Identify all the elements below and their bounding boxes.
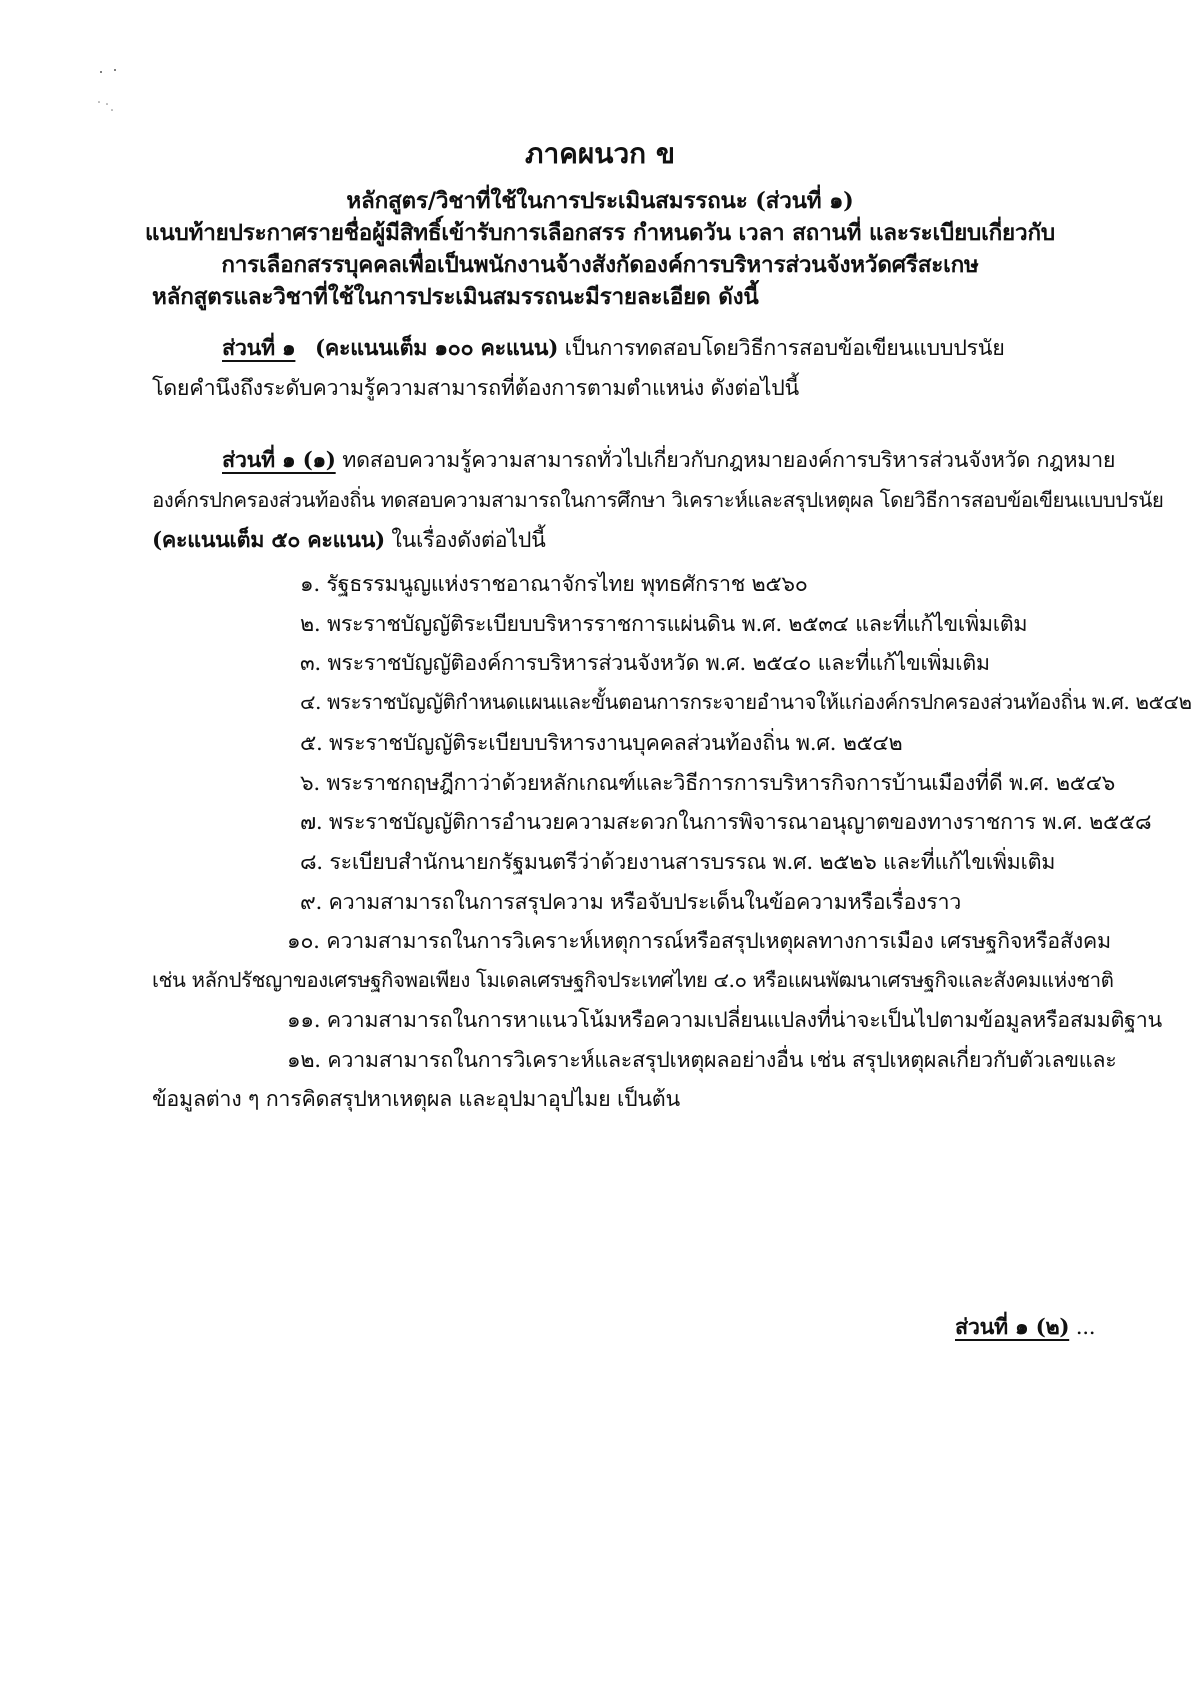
part1-1-score: (คะแนนเต็ม ๕๐ คะแนน): [152, 528, 385, 553]
list-item: ๑. รัฐธรรมนูญแห่งราชอาณาจักรไทย พุทธศักราช ๒๕๖๐: [300, 572, 808, 597]
part1-1-text-3: ในเรื่องดังต่อไปนี้: [391, 528, 546, 553]
list-item: ๘. ระเบียบสำนักนายกรัฐมนตรีว่าด้วยงานสารบรรณ พ.ศ. ๒๕๒๖ และที่แก้ไขเพิ่มเติม: [300, 850, 1056, 875]
part1-1-text-2: องค์กรปกครองส่วนท้องถิ่น ทดสอบความสามารถในการศึกษา วิเคราะห์และสรุปเหตุผล โดยวิธีการสอบข้อเขียนแบบปรนัย: [152, 488, 1164, 512]
continuation-label: ส่วนที่ ๑ (๒): [955, 1315, 1070, 1340]
list-item-10-line-2: เช่น หลักปรัชญาของเศรษฐกิจพอเพียง โมเดลเศรษฐกิจประเทศไทย ๔.๐ หรือแผนพัฒนาเศรษฐกิจและสังคมแห่งชาติ: [152, 968, 1114, 992]
scan-specks: [95, 62, 135, 122]
list-item-10-line-1: ๑๐. ความสามารถในการวิเคราะห์เหตุการณ์หรือสรุปเหตุผลทางการเมือง เศรษฐกิจหรือสังคม: [287, 929, 1111, 954]
header-line-3: การเลือกสรรบุคคลเพื่อเป็นพนักงานจ้างสังกัดองค์การบริหารส่วนจังหวัดศรีสะเกษ: [221, 252, 979, 278]
header-line-2: แนบท้ายประกาศรายชื่อผู้มีสิทธิ์เข้ารับการเลือกสรร กำหนดวัน เวลา สถานที่ และระเบียบเกี่ยวกับ: [145, 220, 1055, 246]
part1-1-label: ส่วนที่ ๑ (๑): [222, 448, 336, 473]
part1-1-text-1: ทดสอบความรู้ความสามารถทั่วไปเกี่ยวกับกฎหมายองค์การบริหารส่วนจังหวัด กฎหมาย: [342, 448, 1116, 473]
intro-line: หลักสูตรและวิชาที่ใช้ในการประเมินสมรรถนะมีรายละเอียด ดังนี้: [152, 284, 759, 310]
part1-score: (คะแนนเต็ม ๑๐๐ คะแนน): [315, 336, 559, 361]
list-item: ๕. พระราชบัญญัติระเบียบบริหารงานบุคคลส่วนท้องถิ่น พ.ศ. ๒๕๔๒: [300, 731, 903, 756]
part1-paragraph: [222, 331, 1005, 365]
part1-1-line3: [152, 523, 546, 557]
part1-label: ส่วนที่ ๑: [222, 336, 296, 361]
page-title: ภาคผนวก ข: [524, 137, 676, 170]
part1-text-1: เป็นการทดสอบโดยวิธีการสอบข้อเขียนแบบปรนัย: [564, 336, 1005, 361]
list-item-11: ๑๑. ความสามารถในการหาแนวโน้มหรือความเปลี่ยนแปลงที่น่าจะเป็นไปตามข้อมูลหรือสมมติฐาน: [287, 1008, 1162, 1033]
part1-1-paragraph: [222, 443, 1115, 477]
list-item-12-line-2: ข้อมูลต่าง ๆ การคิดสรุปหาเหตุผล และอุปมาอุปไมย เป็นต้น: [152, 1087, 680, 1112]
part1-text-2: โดยคำนึงถึงระดับความรู้ความสามารถที่ต้องการตามตำแหน่ง ดังต่อไปนี้: [152, 376, 799, 401]
list-item: ๗. พระราชบัญญัติการอำนวยความสะดวกในการพิจารณาอนุญาตของทางราชการ พ.ศ. ๒๕๕๘: [300, 810, 1152, 835]
continuation-ellipsis: ...: [1069, 1315, 1096, 1340]
header-line-1: หลักสูตร/วิชาที่ใช้ในการประเมินสมรรถนะ (ส่วนที่ ๑): [346, 188, 854, 214]
list-item: ๖. พระราชกฤษฎีกาว่าด้วยหลักเกณฑ์และวิธีการการบริหารกิจการบ้านเมืองที่ดี พ.ศ. ๒๕๔๖: [300, 771, 1116, 796]
list-item: ๔. พระราชบัญญัติกำหนดแผนและขั้นตอนการกระจายอำนาจให้แก่องค์กรปกครองส่วนท้องถิ่น พ.ศ. ๒๕๔๒: [300, 690, 1192, 714]
continuation-note: [955, 1310, 1095, 1344]
list-item: ๒. พระราชบัญญัติระเบียบบริหารราชการแผ่นดิน พ.ศ. ๒๕๓๔ และที่แก้ไขเพิ่มเติม: [300, 612, 1028, 637]
list-item-12-line-1: ๑๒. ความสามารถในการวิเคราะห์และสรุปเหตุผลอย่างอื่น เช่น สรุปเหตุผลเกี่ยวกับตัวเลขและ: [287, 1048, 1117, 1073]
list-item: ๓. พระราชบัญญัติองค์การบริหารส่วนจังหวัด พ.ศ. ๒๕๔๐ และที่แก้ไขเพิ่มเติม: [300, 651, 990, 676]
list-item: ๙. ความสามารถในการสรุปความ หรือจับประเด็นในข้อความหรือเรื่องราว: [300, 890, 962, 915]
